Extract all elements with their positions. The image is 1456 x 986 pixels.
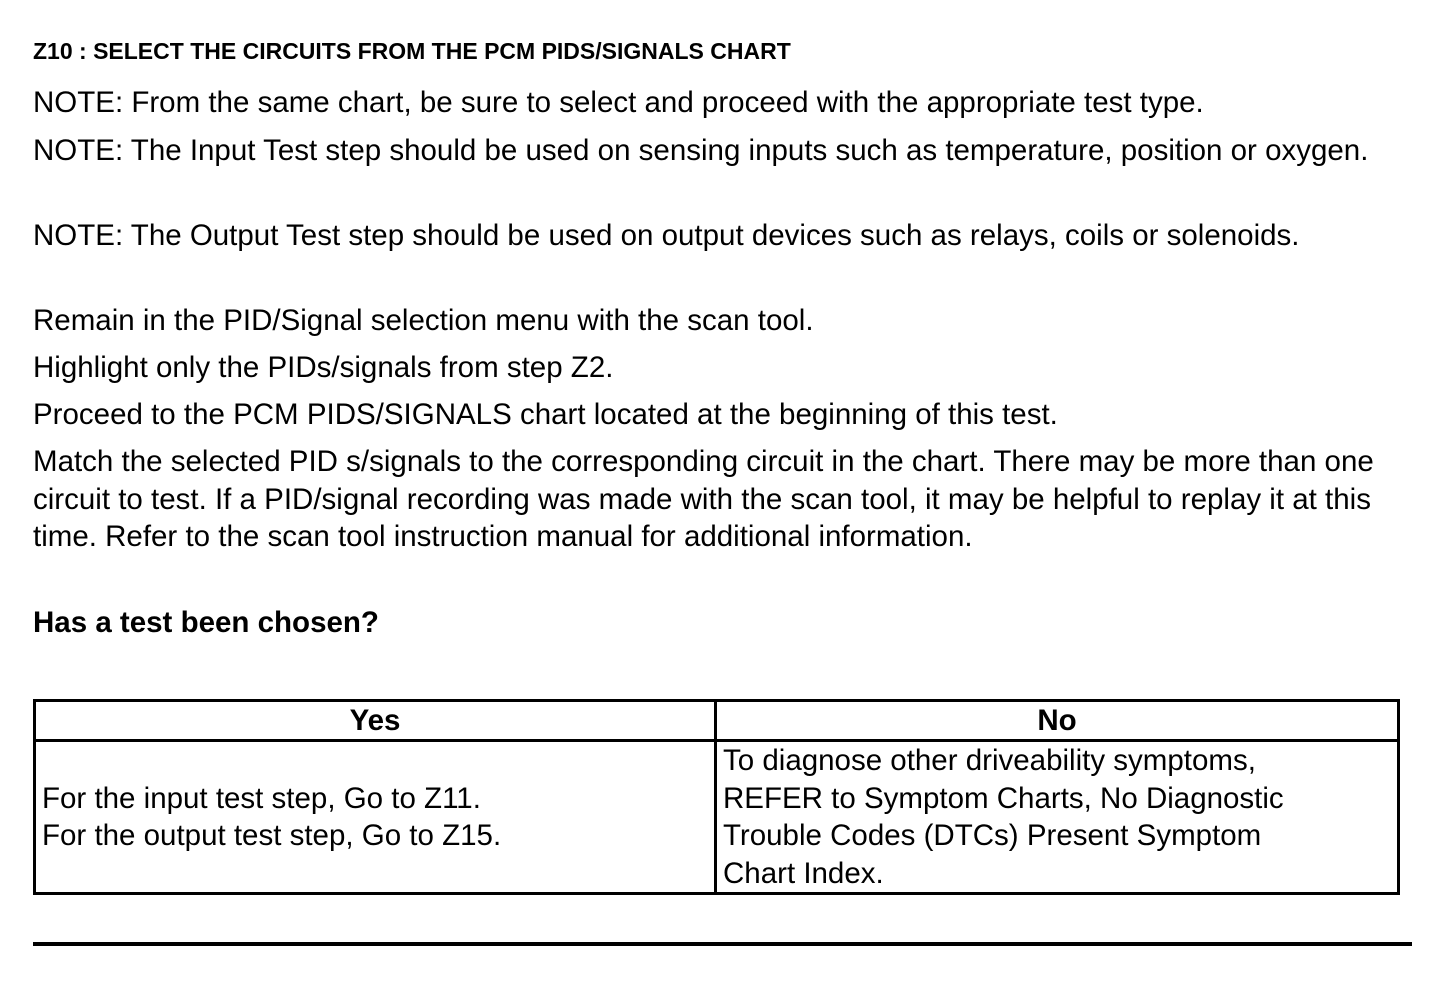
- instruction-remain-menu: Remain in the PID/Signal selection menu with the scan tool.: [33, 304, 814, 337]
- yes-line-output: For the output test step, Go to Z15.: [42, 819, 502, 852]
- yes-cell: [35, 741, 716, 894]
- no-line-1: To diagnose other driveability symptoms,: [723, 744, 1256, 777]
- no-line-2: REFER to Symptom Charts, No Diagnostic: [723, 781, 1284, 815]
- table-header-row: [35, 701, 1399, 741]
- instruction-match-pids: Match the selected PID s/signals to the corresponding circuit in the chart. There may be more than one circuit to test. If a PID/signal recording was made with the scan tool, it may be helpful to replay it at this time. Refer to the scan tool instruction manual for additional information.: [33, 445, 1374, 553]
- note-input-test: NOTE: The Input Test step should be used on sensing inputs such as temperature, position or oxygen.: [33, 134, 1369, 167]
- no-cell: [716, 741, 1399, 894]
- answer-table: [33, 699, 1400, 895]
- table-row: [35, 741, 1399, 894]
- header-no: No: [716, 701, 1399, 741]
- instruction-proceed-chart: Proceed to the PCM PIDS/SIGNALS chart located at the beginning of this test.: [33, 398, 1058, 431]
- note-test-type: NOTE: From the same chart, be sure to select and proceed with the appropriate test type.: [33, 86, 1204, 119]
- no-line-4: Chart Index.: [723, 856, 884, 890]
- header-yes: Yes: [35, 701, 716, 741]
- no-line-3: Trouble Codes (DTCs) Present Symptom: [723, 819, 1262, 852]
- step-question: Has a test been chosen?: [33, 606, 379, 639]
- bottom-divider: [33, 942, 1412, 946]
- note-output-test: NOTE: The Output Test step should be used on output devices such as relays, coils or solenoids.: [33, 219, 1300, 252]
- instruction-highlight-pids: Highlight only the PIDs/signals from step Z2.: [33, 351, 614, 384]
- step-title: Z10 : SELECT THE CIRCUITS FROM THE PCM PIDS/SIGNALS CHART: [33, 38, 791, 64]
- yes-line-input: For the input test step, Go to Z11.: [42, 781, 481, 815]
